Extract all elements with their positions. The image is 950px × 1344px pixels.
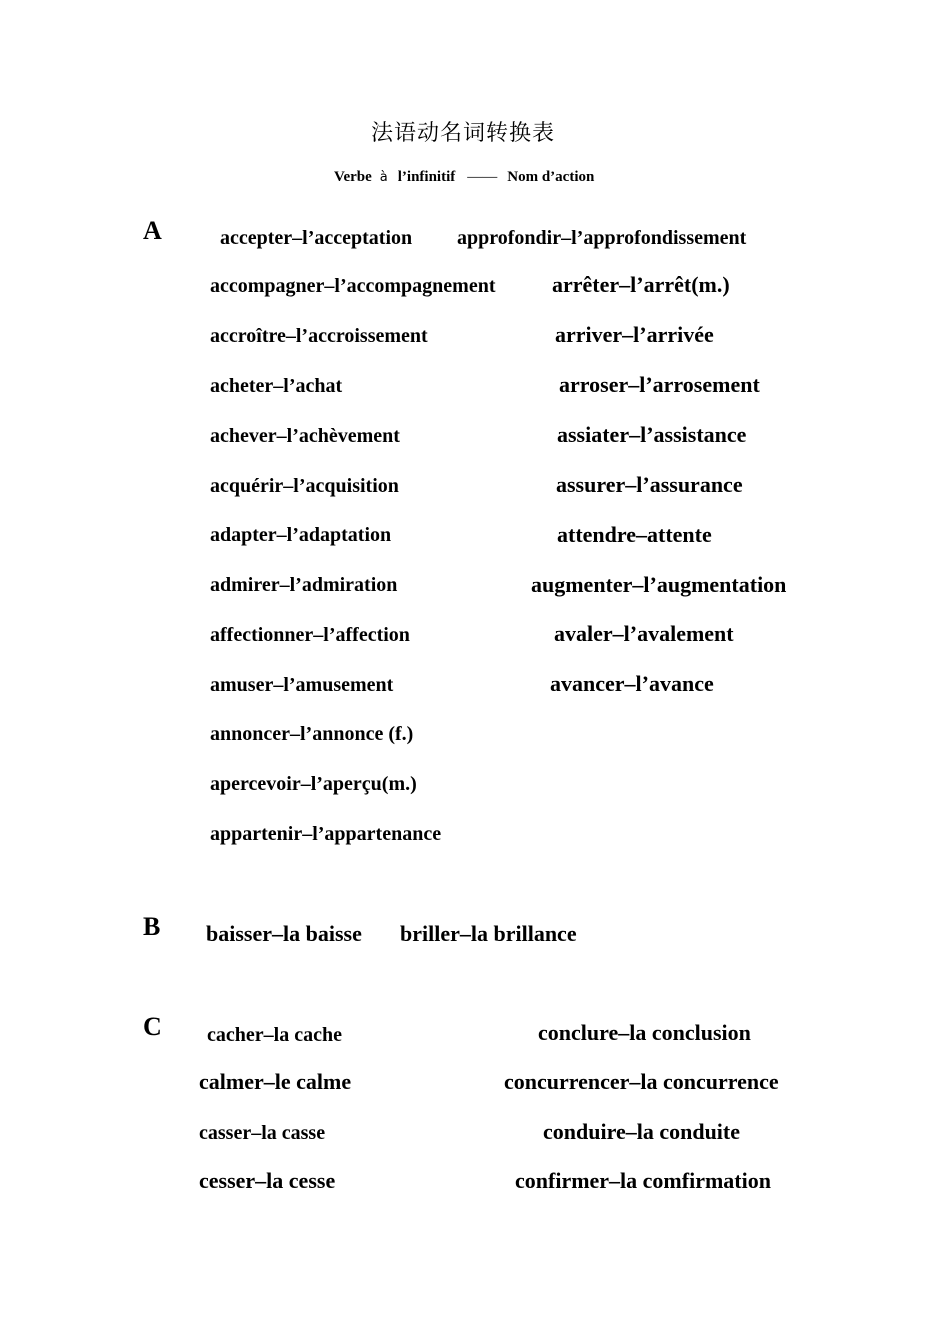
- entry-a-right-8: avaler–l’avalement: [554, 621, 734, 646]
- subtitle: [334, 169, 594, 186]
- entry-a-left-12: appartenir–l’appartenance: [210, 823, 442, 845]
- entry-a-right-9: avancer–l’avance: [550, 671, 714, 696]
- entry-a-right-7: augmenter–l’augmentation: [531, 572, 787, 597]
- entry-a-left-7: admirer–l’admiration: [210, 574, 398, 596]
- page-title: 法语动名词转换表: [370, 121, 555, 146]
- entry-c-right-0: conclure–la conclusion: [538, 1020, 751, 1045]
- entry-a-right-5: assurer–l’assurance: [556, 472, 743, 497]
- entry-b-right-0: briller–la brillance: [400, 921, 577, 946]
- entry-a-right-6: attendre–attente: [557, 522, 712, 547]
- subtitle-noun: Nom d’action: [507, 169, 595, 185]
- entry-a-left-0: accepter–l’acceptation: [220, 227, 413, 249]
- entry-a-right-2: arriver–l’arrivée: [555, 322, 714, 347]
- entry-a-right-0: approfondir–l’approfondissement: [457, 227, 747, 249]
- entry-c-right-3: confirmer–la comfirmation: [515, 1168, 771, 1193]
- entry-c-right-2: conduire–la conduite: [543, 1119, 741, 1144]
- subtitle-infinitive: l’infinitif: [397, 169, 456, 185]
- subtitle-dash: ——: [467, 169, 498, 185]
- entry-a-left-10: annoncer–l’annonce (f.): [210, 723, 414, 745]
- entry-a-right-4: assiater–l’assistance: [557, 422, 747, 447]
- entry-a-right-1: arrêter–l’arrêt(m.): [552, 272, 730, 297]
- entry-b-left-0: baisser–la baisse: [206, 921, 362, 946]
- section-letter-a: A: [143, 216, 162, 245]
- section-letter-b: B: [143, 912, 161, 941]
- section-letter-c: C: [143, 1012, 162, 1041]
- entry-a-left-3: acheter–l’achat: [210, 375, 343, 397]
- subtitle-prep: à: [379, 170, 388, 185]
- entry-a-left-8: affectionner–l’affection: [210, 624, 410, 646]
- entry-c-left-2: casser–la casse: [199, 1122, 326, 1144]
- entry-a-left-1: accompagner–l’accompagnement: [210, 275, 496, 297]
- entry-c-right-1: concurrencer–la concurrence: [504, 1069, 779, 1094]
- entry-a-right-3: arroser–l’arrosement: [559, 372, 760, 397]
- entry-a-left-11: apercevoir–l’aperçu(m.): [210, 773, 417, 795]
- entry-a-left-4: achever–l’achèvement: [210, 425, 400, 447]
- entry-a-left-6: adapter–l’adaptation: [210, 524, 392, 546]
- entry-c-left-0: cacher–la cache: [207, 1024, 342, 1046]
- entry-a-left-9: amuser–l’amusement: [210, 674, 394, 696]
- entry-c-left-1: calmer–le calme: [199, 1069, 352, 1094]
- subtitle-verb: Verbe: [334, 169, 372, 185]
- entry-a-left-2: accroître–l’accroissement: [210, 325, 428, 347]
- entry-c-left-3: cesser–la cesse: [199, 1168, 336, 1193]
- entry-a-left-5: acquérir–l’acquisition: [210, 475, 399, 497]
